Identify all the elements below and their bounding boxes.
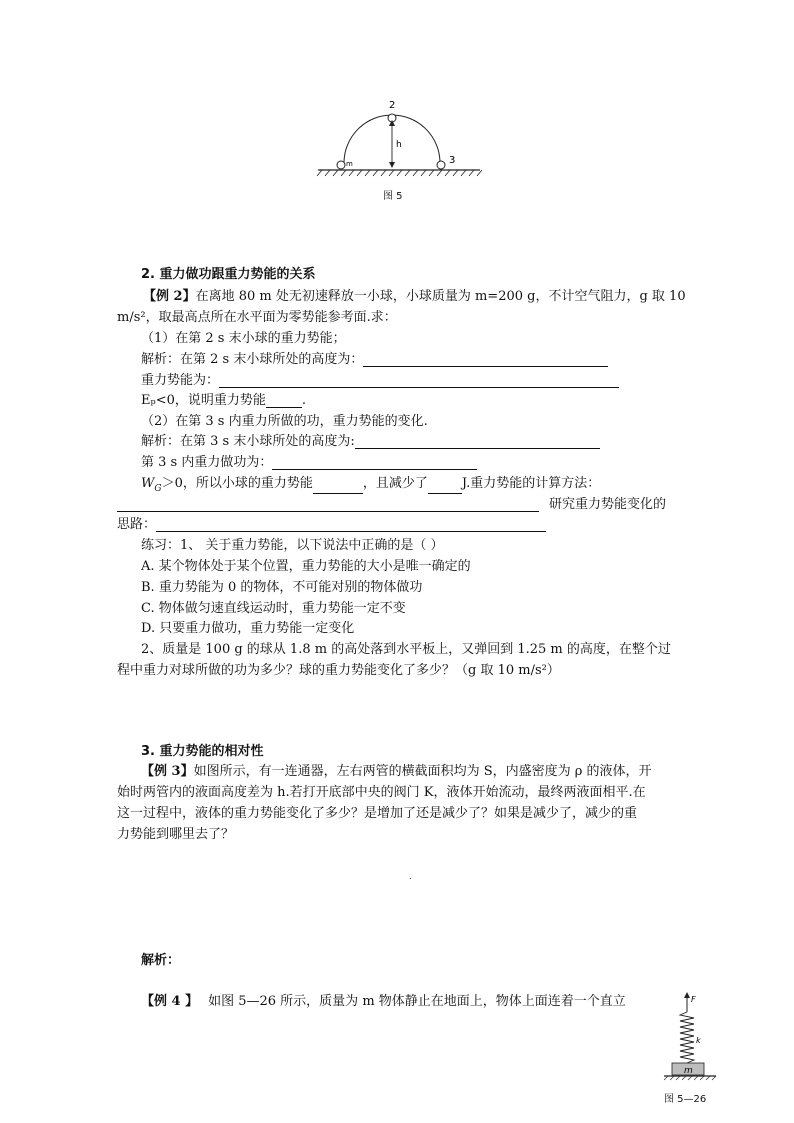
answer-1-height xyxy=(141,348,608,367)
blank-ep-meaning[interactable] xyxy=(266,393,302,408)
example-3-line2: 始时两管内的液面高度差为 h.若打开底部中央的阀门 K，液体开始流动，最终两液面相平.在 xyxy=(117,785,646,800)
answer-1-ep-end: . xyxy=(301,393,306,408)
wg-subscript: G xyxy=(154,483,162,494)
example-3-line3: 这一过程中，液体的重力势能变化了多少？是增加了还是减少了？如果是减少了，减少的重 xyxy=(117,806,638,821)
answer-1-energy-label: 重力势能为： xyxy=(141,373,220,388)
blank-energy-change[interactable] xyxy=(313,479,363,494)
ground-hatch xyxy=(317,170,482,176)
blank-idea[interactable] xyxy=(156,517,546,532)
practice-option-c: C. 物体做匀速直线运动时，重力势能一定不变 xyxy=(141,601,406,616)
practice-option-b: B. 重力势能为 0 的物体，不可能对别的物体做功 xyxy=(141,580,423,595)
label-k: k xyxy=(696,1036,701,1045)
blank-height-2s[interactable] xyxy=(363,352,608,367)
example-3-line4: 力势能到哪里去了？ xyxy=(117,827,235,842)
example-2-text: 在离地 80 m 处无初速释放一小球，小球质量为 m=200 g，不计空气阻力，g 取 10 xyxy=(195,289,686,304)
blank-energy-2s[interactable] xyxy=(219,373,619,388)
section-2-title: 2. 重力做功跟重力势能的关系 xyxy=(141,267,316,282)
figure-5-26 xyxy=(660,990,720,1090)
answer-2-method xyxy=(117,493,666,512)
force-arrow-head xyxy=(684,992,690,998)
spring xyxy=(680,1012,694,1063)
example-4-text: 如图 5—26 所示，质量为 m 物体静止在地面上，物体上面连着一个直立 xyxy=(208,994,626,1009)
ball-right xyxy=(437,161,445,169)
ball-left xyxy=(337,161,345,169)
section-3-title: 3. 重力势能的相对性 xyxy=(141,744,264,759)
example-3-tag: 【例 3】 xyxy=(141,764,194,779)
figure-5-caption: 图 5 xyxy=(383,191,403,202)
label-3: 3 xyxy=(449,155,456,166)
analysis-label: 解析： xyxy=(141,953,181,968)
label-h: h xyxy=(396,140,402,150)
label-block-m: m xyxy=(684,1066,693,1076)
answer-2-wg xyxy=(141,472,600,494)
label-F: F xyxy=(691,995,696,1004)
stray-dot: . xyxy=(409,872,412,881)
blank-work-3s[interactable] xyxy=(272,455,477,470)
answer-2-height-label: 解析：在第 3 s 末小球所处的高度为: xyxy=(141,434,355,449)
blank-calc-method[interactable] xyxy=(117,497,539,512)
practice-question-2-line2: 程中重力对球所做的功为多少？球的重力势能变化了多少？（g 取 10 m/s²） xyxy=(117,663,560,678)
answer-2-work xyxy=(141,451,477,470)
example-3-line1 xyxy=(141,760,652,779)
answer-1-energy xyxy=(141,369,619,388)
example-4-line1 xyxy=(141,990,626,1009)
blank-height-3s[interactable] xyxy=(355,434,600,449)
wg-text-b: ，且减少了 xyxy=(362,476,428,491)
example-2-line2: m/s²，取最高点所在水平面为零势能参考面.求： xyxy=(117,310,397,325)
answer-1-ep-label: Eₚ<0，说明重力势能 xyxy=(141,393,266,408)
answer-2-work-label: 第 3 s 内重力做功为： xyxy=(141,455,273,470)
example-4-tag: 【例 4 】 xyxy=(141,994,199,1009)
wg-symbol: W xyxy=(141,476,155,491)
label-m: m xyxy=(346,160,353,168)
label-2: 2 xyxy=(389,100,396,111)
practice-option-d: D. 只要重力做功，重力势能一定变化 xyxy=(141,621,355,636)
answer-2-height xyxy=(141,430,600,449)
question-2: （2）在第 3 s 内重力所做的功，重力势能的变化. xyxy=(141,414,428,429)
wg-text-c: J.重力势能的计算方法： xyxy=(461,476,601,491)
answer-1-height-label: 解析：在第 2 s 末小球所处的高度为： xyxy=(141,352,364,367)
blank-decrease-amount[interactable] xyxy=(428,479,462,494)
idea-label: 思路： xyxy=(117,517,157,532)
practice-option-a: A. 某个物体处于某个位置，重力势能的大小是唯一确定的 xyxy=(141,559,471,574)
practice-question-2-line1: 2、质量是 100 g 的球从 1.8 m 的高处落到水平板上，又弹回到 1.25 m 的高度，在整个过 xyxy=(141,642,671,657)
example-3-text: 如图所示，有一连通器，左右两管的横截面积均为 S，内盛密度为 ρ 的液体，开 xyxy=(193,764,652,779)
question-1: （1）在第 2 s 末小球的重力势能； xyxy=(141,331,346,346)
example-2-line1 xyxy=(143,285,686,304)
study-label: 研究重力势能变化的 xyxy=(549,497,667,512)
arrow-head-down xyxy=(389,162,395,168)
figure-5-26-caption: 图 5—26 xyxy=(664,1094,707,1105)
wg-text-a: ＞0，所以小球的重力势能 xyxy=(161,476,313,491)
example-2-tag: 【例 2】 xyxy=(143,289,196,304)
answer-2-idea xyxy=(117,513,546,532)
answer-1-ep xyxy=(141,389,306,408)
practice-question-1: 练习：1、 关于重力势能，以下说法中正确的是（ ） xyxy=(141,538,444,553)
